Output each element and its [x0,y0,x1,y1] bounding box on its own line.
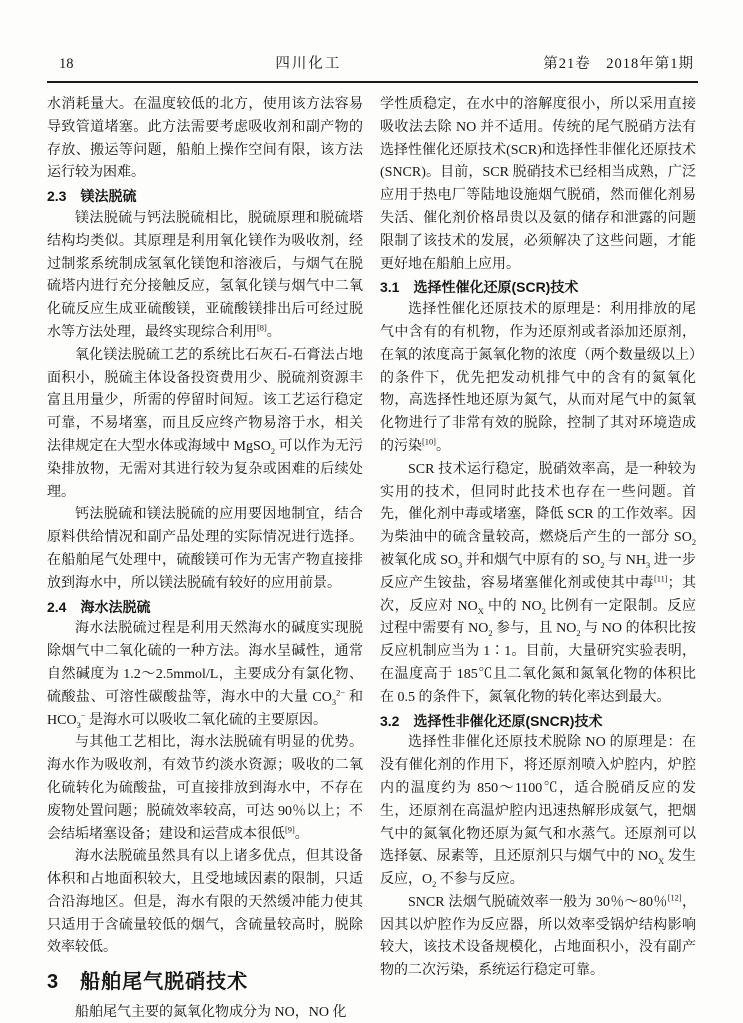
paragraph: SCR 技术运行稳定，脱硝效率高，是一种较为实用的技术，但同时此技术也存在一些问题。首先，催化剂中毒或堵塞，降低 SCR 的工作效率。因为柴油中的硫含量较高，燃烧后产生的一部分 $SO_2$ 被氧化成 $SO_3$ 并和烟气中原有的 $SO_2$ 与 $NH_3$ 进一步反应产生铵盐，容易堵塞催化剂或使其中毒[11]；其次，反应对 $NO_X$ 中的 $NO_2$ 比例有一定限制。反应过程中需要有 $NO_2$ 参与，且 $NO_2$ 与 NO 的体积比按反应机制应当为 1∶1。目前，大量研究实验表明，在温度高于 185℃且二氧化氮和氮氧化物的体积比在 0.5 的条件下，氮氧化物的转化率达到最大。 [380,461,697,705]
page-header [47,52,698,83]
paragraph: 海水法脱硫过程是利用天然海水的碱度实现脱除烟气中二氧化硫的一种方法。海水呈碱性，通常自然碱度为 1.2～2.5mmol/L，主要成分有氯化物、硫酸盐、可溶性碳酸盐等，海水中的大量 $CO_3^{2-}$ 和 $HCO_3^-$ 是海水可以吸收二氧化硫的主要原因。 [47,621,364,730]
paragraph-continuation: 学性质稳定，在水中的溶解度很小，所以采用直接吸收法去除 NO 并不适用。传统的尾气脱硝方法有选择性催化还原技术(SCR)和选择性非催化还原技术(SNCR)。目前，SCR 脱硝技术已经相当成熟，广泛应用于热电厂等陆地设施烟气脱硝，然而催化剂易失活、催化剂价格昂贵以及氨的储存和泄露的问题限制了该技术的发展，必须解决了这些问题，才能更好地在船舶上应用。 [380,97,696,272]
paragraph: 钙法脱硫和镁法脱硫的应用要因地制宜，结合原料供给情况和副产品处理的实际情况进行选择。在船舶尾气处理中，硫酸镁可作为无害产物直接排放到海水中，所以镁法脱硫有较好的应用前景。 [47,507,363,591]
paragraph: 与其他工艺相比，海水法脱硫有明显的优势。海水作为吸收剂，有效节约淡水资源；吸收的二氧化硫转化为硫酸盐，可直接排放到海水中，不存在废物处置问题；脱硫效率较高，可达 90％以上；不会结垢堵塞设备；建设和运营成本很低[9]。 [47,735,363,842]
paragraph: SNCR 法烟气脱硫效率一般为 30％～80％[12]，因其以炉腔作为反应器，所以效率受锅炉结构影响较大，该技术设备规模化，占地面积小，没有副产物的二次污染，系统运行稳定可靠。 [380,893,696,979]
page-number: 18 [59,56,74,72]
paragraph: 镁法脱硫与钙法脱硫相比，脱硫原理和脱硫塔结构均类似。其原理是利用氧化镁作为吸收剂，经过制浆系统制成氢氧化镁饱和溶液后，与烟气在脱硫塔内进行充分接触反应，氢氧化镁与烟气中二氧化硫反应生成亚硫酸镁，亚硫酸镁排出后可经过脱水等方法处理，最终实现综合利用[8]。 [47,210,363,340]
paragraph: 海水法脱硫虽然具有以上诸多优点，但其设备体积和占地面积较大，且受地域因素的限制，只适合沿海地区。但是，海水有限的天然缓冲能力使其只适用于含硫量较低的烟气，含硫量较高时，脱除效率较低。 [47,849,363,956]
subsection-heading-2-4: 2.4 海水法脱硫 [47,598,151,615]
right-column [380,94,696,1023]
paragraph: 氧化镁法脱硫工艺的系统比石灰石-石膏法占地面积小，脱硫主体设备投资费用少、脱硫剂资源丰富且用量少，所需的停留时间短。该工艺运行稳定可靠，不易堵塞，而且反应终产物易溶于水，相关法律规定在大型水体或海域中 MgSO$_2$ 可以作为无污染排放物，无需对其进行较为复杂或困难的后续处理。 [47,347,363,500]
section-heading-3: 3 船舶尾气脱硝技术 [47,971,249,994]
journal-title: 四川化工 [275,56,342,72]
paragraph: 船舶尾气主要的氮氧化物成分为 NO，NO 化 [75,1005,347,1021]
subsection-heading-3-2: 3.2 选择性非催化还原(SNCR)技术 [380,712,603,729]
paragraph-continuation: 水消耗量大。在温度较低的北方，使用该方法容易导致管道堵塞。此方法需要考虑吸收剂和副产物的存放、搬运等问题，船舶上操作空间有限，该方法运行较为困难。 [47,97,363,181]
paragraph: 选择性催化还原技术的原理是：利用排放的尾气中含有的有机物，作为还原剂或者添加还原剂，在氧的浓度高于氮氧化物的浓度（两个数量级以上）的条件下，优先把发动机排气中的含有的氮氧化物，高选择性地还原为氮气，从而对尾气中的氮氧化物进行了非常有效的脱除，控制了其对环境造成的污染[10]。 [380,302,696,454]
article-body [47,94,698,1023]
left-column [47,94,363,1023]
subsection-heading-3-1: 3.1 选择性催化还原(SCR)技术 [380,279,579,296]
paragraph: 选择性非催化还原技术脱除 NO 的原理是：在没有催化剂的作用下，将还原剂喷入炉腔内，炉腔内的温度约为 850～1100℃，适合脱硝反应的发生，还原剂在高温炉腔内迅速热解形成氨气，把烟气中的氮氧化物还原为氮气和水蒸气。还原剂可以选择氨、尿素等，且还原剂只与烟气中的 $NO_X$ 发生反应，$O_2$ 不参与反应。 [380,735,696,889]
subsection-heading-2-3: 2.3 镁法脱硫 [47,188,137,205]
issue-info: 第21卷 2018年第1期 [543,56,694,72]
